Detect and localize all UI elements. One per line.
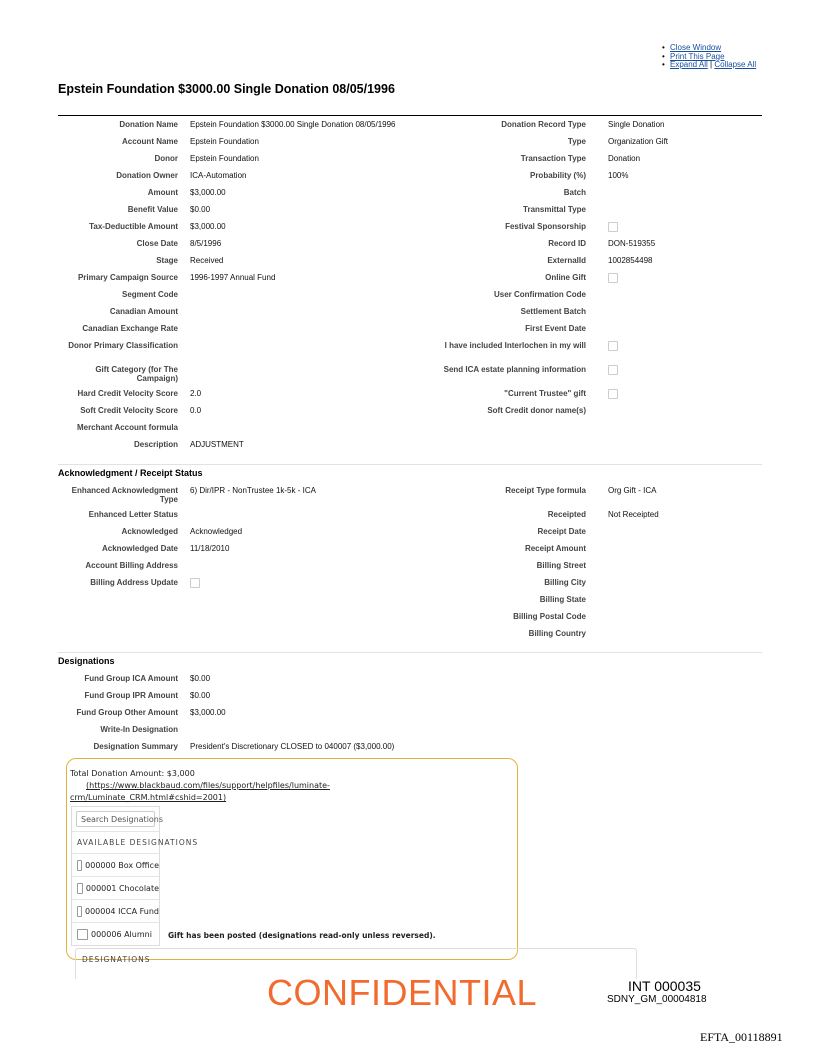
field-label: Enhanced Acknowledgment Type	[71, 486, 178, 504]
field-label: "Current Trustee" gift	[504, 389, 586, 398]
checkbox[interactable]	[608, 273, 618, 283]
field-label: Online Gift	[545, 273, 586, 282]
field-row	[58, 273, 762, 290]
field-value: Acknowledged	[190, 527, 243, 536]
field-value: ADJUSTMENT	[190, 440, 244, 449]
field-row	[58, 423, 762, 440]
title-divider	[58, 115, 762, 116]
field-row	[58, 440, 762, 457]
field-label: Settlement Batch	[520, 307, 586, 316]
page-title: Epstein Foundation $3000.00 Single Donation 08/05/1996	[58, 82, 395, 96]
field-label: Enhanced Letter Status	[88, 510, 178, 519]
checkbox[interactable]	[608, 389, 618, 399]
field-row	[58, 725, 762, 742]
checkbox[interactable]	[77, 929, 88, 940]
field-label: Account Name	[121, 137, 178, 146]
field-row	[58, 612, 762, 629]
field-value: 6) Dir/IPR - NonTrustee 1k-5k - ICA	[190, 486, 316, 495]
help-link-cont[interactable]: crm/Luminate_CRM.html#cshid=2001)	[70, 793, 227, 802]
field-label: Close Date	[136, 239, 178, 248]
field-label: Write-In Designation	[100, 725, 178, 734]
field-value: 1996-1997 Annual Fund	[190, 273, 276, 282]
field-row	[58, 171, 762, 188]
field-label: Soft Credit donor name(s)	[487, 406, 586, 415]
field-row	[58, 742, 762, 759]
field-row	[58, 406, 762, 423]
designation-option[interactable]: 000001 Chocolate	[72, 876, 159, 899]
bates-sdny: SDNY_GM_00004818	[607, 994, 707, 1005]
field-value: Single Donation	[608, 120, 665, 129]
field-label: Soft Credit Velocity Score	[80, 406, 178, 415]
available-designations-panel	[71, 806, 199, 946]
checkbox-cell[interactable]	[598, 365, 762, 377]
field-value: DON-519355	[608, 239, 656, 248]
field-label: Billing Street	[536, 561, 586, 570]
field-label: Type	[567, 137, 586, 146]
field-label: Acknowledged Date	[101, 544, 178, 553]
checkbox[interactable]	[608, 222, 618, 232]
field-row	[58, 120, 762, 137]
field-row	[58, 239, 762, 256]
field-row	[58, 486, 762, 510]
checkbox-cell[interactable]	[598, 222, 762, 234]
field-label: Primary Campaign Source	[77, 273, 178, 282]
field-label: Stage	[156, 256, 178, 265]
designation-search-input[interactable]: Search Designations	[76, 811, 155, 827]
field-value: 11/18/2010	[190, 544, 230, 553]
field-label: Batch	[563, 188, 586, 197]
checkbox-cell[interactable]	[190, 578, 436, 590]
field-row	[58, 595, 762, 612]
field-label: Fund Group ICA Amount	[84, 674, 178, 683]
donation-details	[58, 120, 762, 457]
field-value: 1002854498	[608, 256, 653, 265]
field-value: $0.00	[190, 674, 211, 683]
field-row	[58, 154, 762, 171]
field-value: 8/5/1996	[190, 239, 222, 248]
checkbox-cell[interactable]	[598, 341, 762, 353]
designation-option[interactable]: 000006 Alumni	[72, 922, 159, 945]
field-row	[58, 365, 762, 389]
section-divider	[58, 652, 762, 653]
field-row	[58, 510, 762, 527]
field-row	[58, 691, 762, 708]
confidential-stamp: CONFIDENTIAL	[267, 972, 538, 1013]
field-label: Festival Sponsorship	[505, 222, 586, 231]
field-row	[58, 389, 762, 406]
checkbox[interactable]	[77, 860, 82, 871]
field-label: Designation Summary	[93, 742, 178, 751]
checkbox-cell[interactable]	[598, 389, 762, 401]
bates-int: INT 000035	[628, 978, 701, 994]
field-value: Organization Gift	[608, 137, 669, 146]
field-label: Billing Country	[528, 629, 586, 638]
print-page-link[interactable]: Print This Page	[670, 51, 725, 61]
section-divider	[58, 464, 762, 465]
field-row	[58, 527, 762, 544]
field-label: Transmittal Type	[523, 205, 586, 214]
field-value: 0.0	[190, 406, 202, 415]
field-label: Account Billing Address	[85, 561, 178, 570]
field-row	[58, 222, 762, 239]
field-row	[58, 674, 762, 691]
field-label: Record ID	[548, 239, 586, 248]
field-value: Donation	[608, 154, 641, 163]
field-row	[58, 137, 762, 154]
field-label: Amount	[147, 188, 178, 197]
field-label: Merchant Account formula	[76, 423, 178, 432]
field-label: Donation Name	[119, 120, 178, 129]
designation-option[interactable]: 000000 Box Office	[72, 853, 159, 876]
field-label: Canadian Exchange Rate	[82, 324, 178, 333]
field-label: ExternalId	[547, 256, 586, 265]
field-label: Receipt Type formula	[505, 486, 586, 495]
designations-header: DESIGNATIONS	[82, 955, 151, 964]
posted-notice: Gift has been posted (designations read-only unless reversed).	[168, 931, 436, 940]
ack-section-title: Acknowledgment / Receipt Status	[58, 468, 203, 478]
field-label: Billing Address Update	[90, 578, 178, 587]
field-row	[58, 629, 762, 646]
field-label: Receipted	[547, 510, 586, 519]
checkbox[interactable]	[77, 883, 83, 894]
field-value: President's Discretionary CLOSED to 040007 ($3,000.00)	[190, 742, 395, 751]
field-row	[58, 341, 762, 365]
field-value: Not Receipted	[608, 510, 659, 519]
field-row	[58, 561, 762, 578]
checkbox[interactable]	[608, 365, 618, 375]
field-label: Segment Code	[121, 290, 178, 299]
field-label: Transaction Type	[520, 154, 586, 163]
collapse-all-link[interactable]: Collapse All	[714, 60, 757, 69]
checkbox[interactable]	[608, 341, 618, 351]
field-value: Received	[190, 256, 224, 265]
checkbox[interactable]	[77, 906, 82, 917]
field-value: $3,000.00	[190, 708, 226, 717]
designation-option[interactable]: 000004 ICCA Fund	[72, 899, 159, 922]
field-value: 2.0	[190, 389, 202, 398]
checkbox[interactable]	[190, 578, 200, 588]
field-label: Receipt Amount	[524, 544, 586, 553]
field-label: First Event Date	[525, 324, 586, 333]
expand-all-link[interactable]: Expand All	[670, 60, 708, 69]
field-value: Epstein Foundation $3000.00 Single Donation 08/05/1996	[190, 120, 396, 129]
field-value: 100%	[608, 171, 629, 180]
window-links: • Close Window • Print This Page • Expand All | Collapse All	[670, 44, 756, 70]
field-label: Probability (%)	[529, 171, 586, 180]
field-label: Donation Owner	[116, 171, 178, 180]
field-label: Donation Record Type	[501, 120, 586, 129]
field-value: $0.00	[190, 691, 211, 700]
field-label: Receipt Date	[537, 527, 586, 536]
field-row	[58, 307, 762, 324]
field-label: Billing Postal Code	[513, 612, 586, 621]
field-label: Tax-Deductible Amount	[89, 222, 178, 231]
total-donation-amount: Total Donation Amount: $3,000	[70, 769, 195, 778]
field-value: ICA-Automation	[190, 171, 247, 180]
field-label: Billing State	[539, 595, 586, 604]
field-value: $0.00	[190, 205, 211, 214]
field-label: User Confirmation Code	[493, 290, 586, 299]
designation-details	[58, 674, 762, 759]
checkbox-cell[interactable]	[598, 273, 762, 285]
field-row	[58, 188, 762, 205]
field-label: Fund Group Other Amount	[76, 708, 178, 717]
field-label: Fund Group IPR Amount	[84, 691, 178, 700]
field-value: $3,000.00	[190, 188, 226, 197]
field-row	[58, 205, 762, 222]
field-row	[58, 290, 762, 307]
field-label: Canadian Amount	[109, 307, 178, 316]
field-row	[58, 578, 762, 595]
field-label: Send ICA estate planning information	[443, 365, 586, 374]
field-row	[58, 256, 762, 273]
field-label: Donor	[154, 154, 178, 163]
designations-section-title: Designations	[58, 656, 115, 666]
field-label: Donor Primary Classification	[68, 341, 178, 350]
field-value: Epstein Foundation	[190, 137, 259, 146]
help-link[interactable]: (https://www.blackbaud.com/files/support/helpfiles/luminate-	[86, 781, 330, 790]
field-row	[58, 544, 762, 561]
field-row	[58, 324, 762, 341]
field-value: Epstein Foundation	[190, 154, 259, 163]
field-label: Benefit Value	[127, 205, 178, 214]
available-designations-header: AVAILABLE DESIGNATIONS	[72, 831, 159, 853]
field-value: Org Gift - ICA	[608, 486, 657, 495]
field-row	[58, 708, 762, 725]
ack-details	[58, 486, 762, 646]
field-value: $3,000.00	[190, 222, 226, 231]
field-label: Gift Category (for The Campaign)	[95, 365, 178, 383]
field-label: Acknowledged	[121, 527, 178, 536]
close-window-link[interactable]: Close Window	[670, 43, 722, 52]
field-label: Description	[133, 440, 178, 449]
field-label: Hard Credit Velocity Score	[77, 389, 178, 398]
field-label: Billing City	[544, 578, 586, 587]
bates-efta: EFTA_00118891	[700, 1030, 783, 1044]
field-label: I have included Interlochen in my will	[444, 341, 586, 350]
